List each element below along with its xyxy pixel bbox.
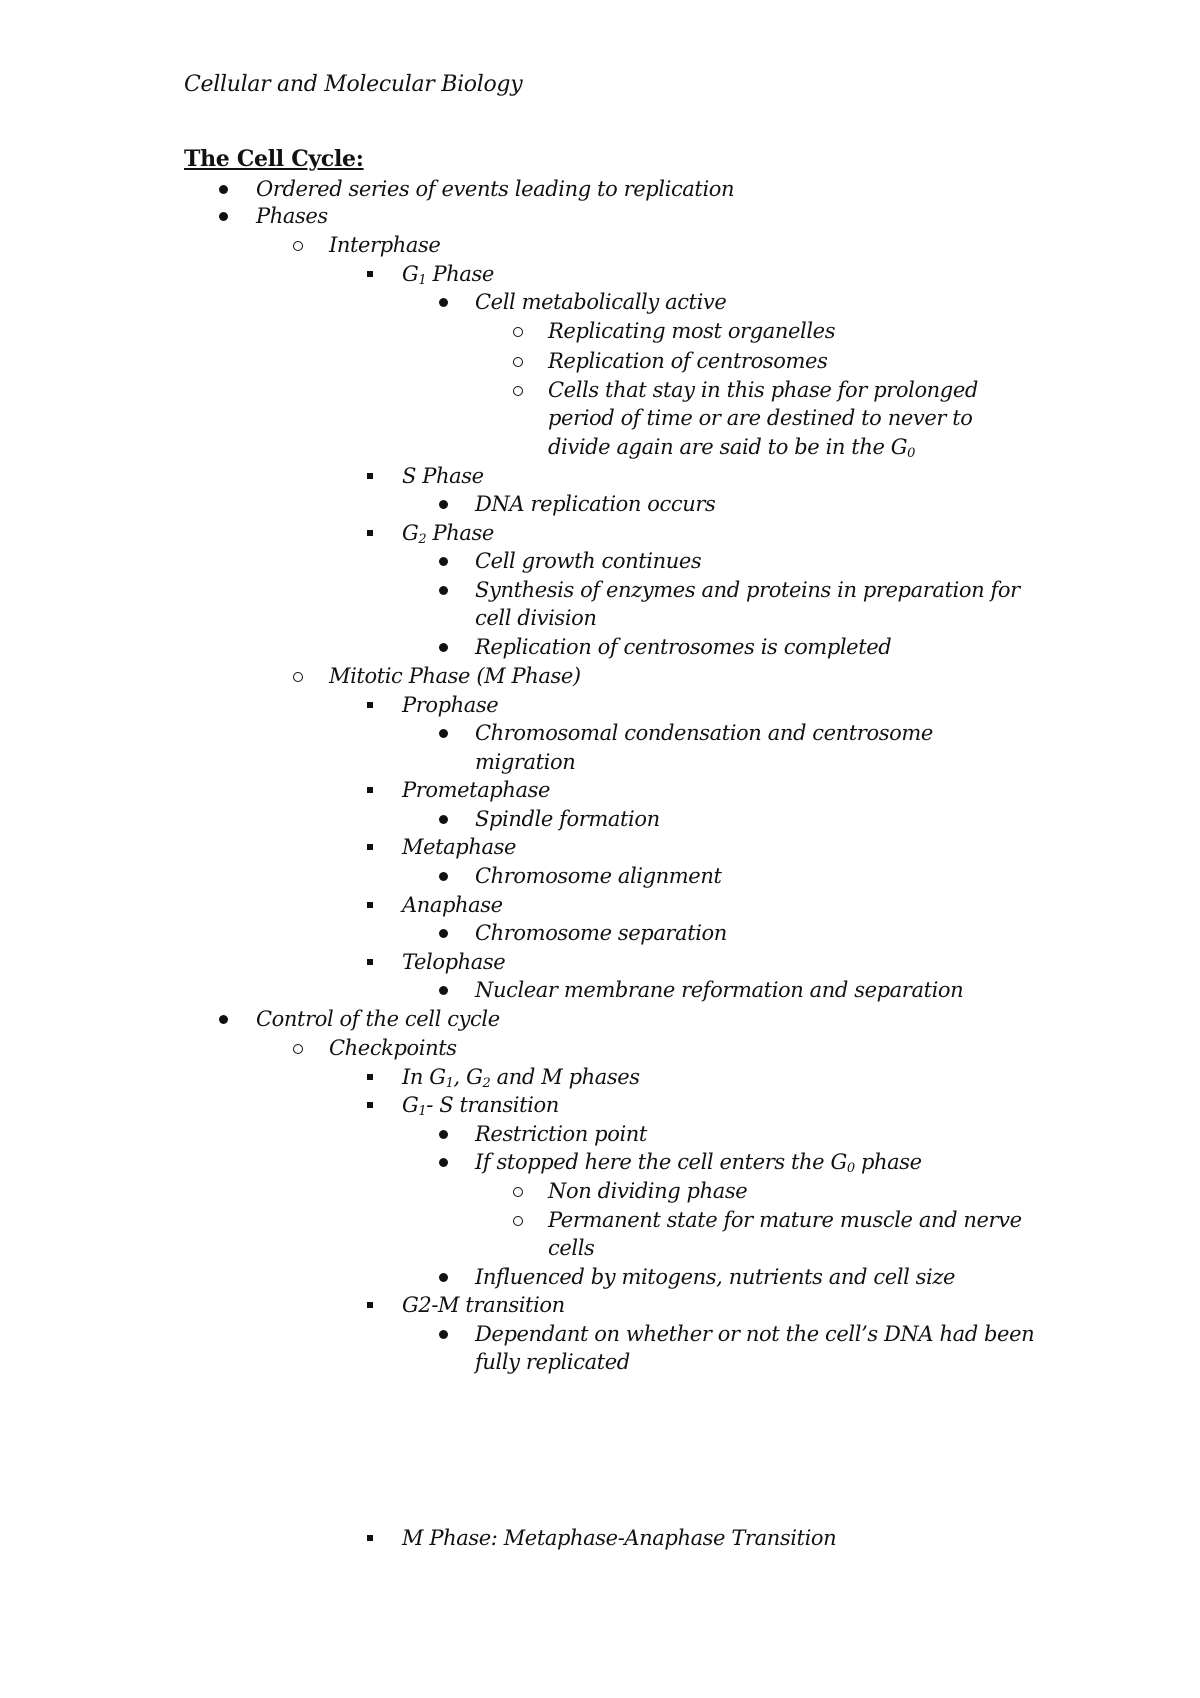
outline-text: Replicating most organelles [548, 319, 836, 343]
outline-text: Replication of centrosomes [548, 349, 828, 373]
outline-text: Interphase [329, 233, 441, 257]
outline-text: Chromosome alignment [475, 864, 722, 888]
outline-text: DNA replication occurs [475, 492, 716, 516]
outline-text: Dependant on whether or not the cell’s DNA had been [475, 1322, 1035, 1346]
outline-text: Influenced by mitogens, nutrients and cell size [475, 1265, 956, 1289]
outline-text: Checkpoints [329, 1036, 457, 1060]
outline-text: Mitotic Phase (M Phase) [329, 664, 581, 688]
outline-text: $G_2$ Phase [402, 521, 494, 547]
outline-text: Chromosome separation [475, 921, 727, 945]
outline-text: Permanent state for mature muscle and nerve [548, 1208, 1022, 1232]
outline-text: fully replicated [475, 1350, 630, 1374]
outline-text: Prophase [402, 693, 499, 717]
outline-text: Nuclear membrane reformation and separation [475, 978, 964, 1002]
outline-text: Telophase [402, 950, 506, 974]
outline-text: If stopped here the cell enters the $G_0$ phase [475, 1150, 922, 1176]
outline-text: Metaphase [402, 835, 516, 859]
outline-text: Cell growth continues [475, 549, 702, 573]
outline-text: Spindle formation [475, 807, 660, 831]
outline-text: Cells that stay in this phase for prolonged [548, 378, 978, 402]
outline-text: Synthesis of enzymes and proteins in preparation for [475, 578, 1020, 602]
outline-text: Non dividing phase [548, 1179, 748, 1203]
outline-text: $G_1-$ S transition [402, 1093, 559, 1119]
outline-text: cell division [475, 606, 597, 630]
outline-text: S Phase [402, 464, 484, 488]
outline-text: divide again are said to be in the $G_0$ [548, 435, 916, 461]
outline-text: Replication of centrosomes is completed [475, 635, 892, 659]
outline-text: Anaphase [402, 893, 503, 917]
outline-text: $G_1$ Phase [402, 262, 494, 288]
section-title: The Cell Cycle: [184, 146, 364, 172]
course-header: Cellular and Molecular Biology [184, 72, 523, 97]
outline-text: Chromosomal condensation and centrosome [475, 721, 933, 745]
outline-text: Restriction point [475, 1122, 647, 1146]
outline-text: period of time or are destined to never to [548, 406, 973, 430]
outline-text: Control of the cell cycle [256, 1007, 500, 1031]
outline-text: Prometaphase [402, 778, 551, 802]
outline-text: Phases [256, 204, 328, 228]
outline-text: In $G_1$, $G_2$ and M phases [402, 1065, 640, 1091]
outline-text: cells [548, 1236, 595, 1260]
outline-text: Cell metabolically active [475, 290, 727, 314]
outline-text: M Phase: Metaphase-Anaphase Transition [402, 1526, 837, 1550]
outline-text: migration [475, 750, 576, 774]
outline-text: G2-M transition [402, 1293, 565, 1317]
outline-text: Ordered series of events leading to replication [256, 177, 735, 201]
